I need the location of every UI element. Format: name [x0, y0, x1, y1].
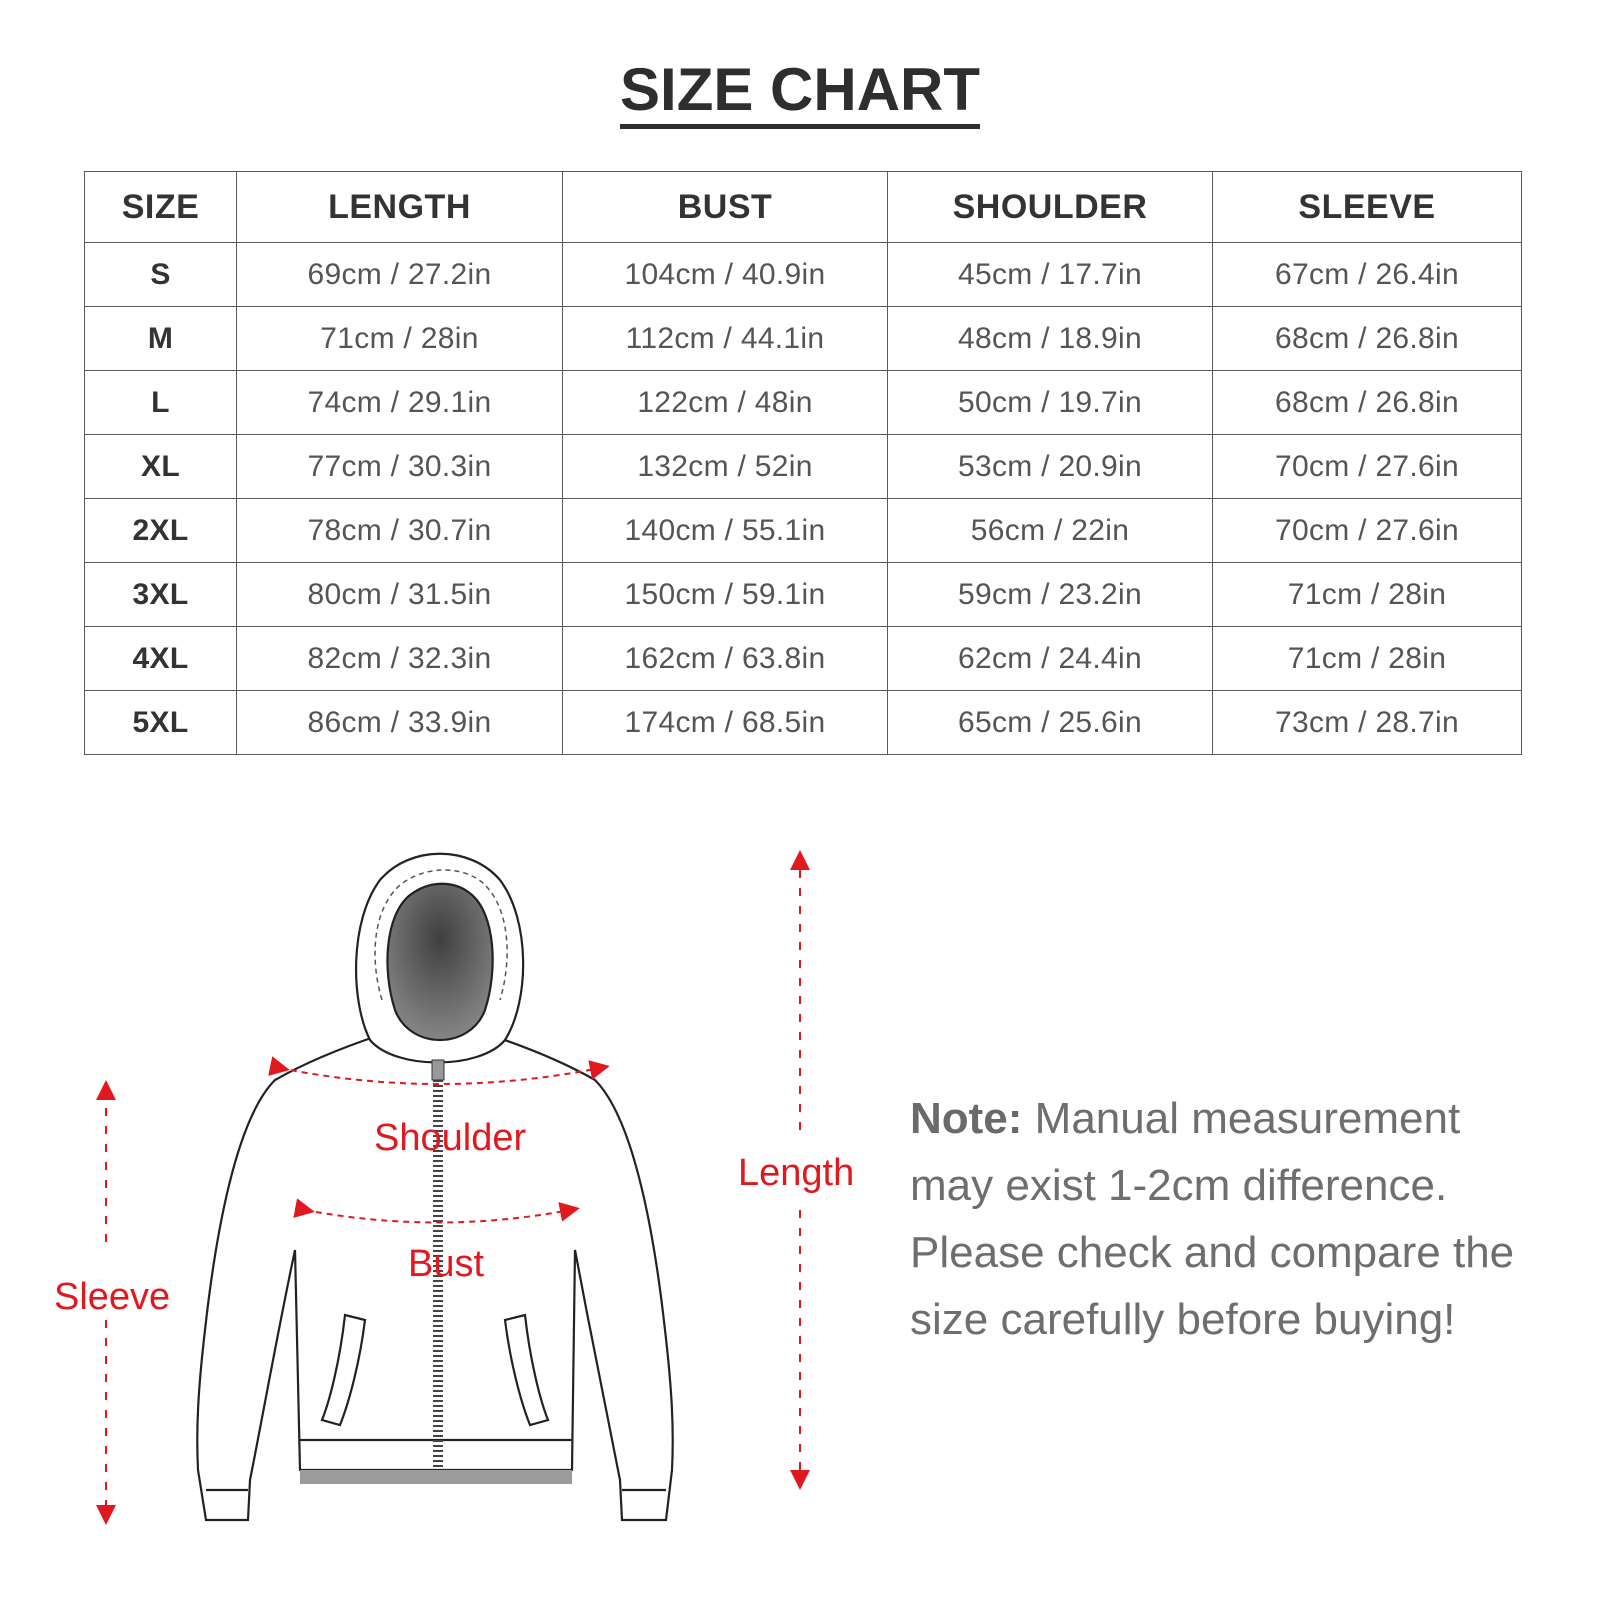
size-table	[84, 171, 1522, 755]
table-row	[85, 691, 1522, 755]
hem-shadow	[300, 1470, 572, 1484]
table-row	[85, 243, 1522, 307]
bust-cell: 140cm / 55.1in	[563, 499, 888, 563]
sleeve-cell: 71cm / 28in	[1213, 627, 1522, 691]
shoulder-cell: 56cm / 22in	[888, 499, 1213, 563]
bust-cell: 122cm / 48in	[563, 371, 888, 435]
shoulder-cell: 62cm / 24.4in	[888, 627, 1213, 691]
size-cell: M	[85, 307, 237, 371]
length-cell: 71cm / 28in	[237, 307, 563, 371]
bust-label: Bust	[408, 1243, 485, 1285]
length-cell: 77cm / 30.3in	[237, 435, 563, 499]
size-cell: 2XL	[85, 499, 237, 563]
shoulder-cell: 45cm / 17.7in	[888, 243, 1213, 307]
size-cell: L	[85, 371, 237, 435]
shoulder-cell: 65cm / 25.6in	[888, 691, 1213, 755]
bust-cell: 174cm / 68.5in	[563, 691, 888, 755]
note-block	[910, 1085, 1550, 1353]
table-row	[85, 435, 1522, 499]
sleeve-cell: 70cm / 27.6in	[1213, 435, 1522, 499]
sleeve-cell: 68cm / 26.8in	[1213, 307, 1522, 371]
note-text: Manual measurement may exist 1-2cm difference. Please check and compare the size carefully before buying!	[910, 1094, 1515, 1344]
size-cell: S	[85, 243, 237, 307]
chart-title: SIZE CHART	[620, 58, 980, 129]
length-cell: 69cm / 27.2in	[237, 243, 563, 307]
sleeve-arrow-bottom	[96, 1505, 116, 1525]
table-header-row	[85, 172, 1522, 243]
sleeve-cell: 68cm / 26.8in	[1213, 371, 1522, 435]
header-length: LENGTH	[237, 172, 563, 243]
shoulder-label: Shoulder	[374, 1117, 527, 1159]
length-cell: 80cm / 31.5in	[237, 563, 563, 627]
sleeve-arrow-top	[96, 1080, 116, 1100]
bust-cell: 104cm / 40.9in	[563, 243, 888, 307]
note-label: Note:	[910, 1094, 1023, 1143]
table-row	[85, 371, 1522, 435]
shoulder-cell: 53cm / 20.9in	[888, 435, 1213, 499]
bust-cell: 112cm / 44.1in	[563, 307, 888, 371]
length-cell: 78cm / 30.7in	[237, 499, 563, 563]
length-cell: 82cm / 32.3in	[237, 627, 563, 691]
header-size: SIZE	[85, 172, 237, 243]
header-sleeve: SLEEVE	[1213, 172, 1522, 243]
size-cell: XL	[85, 435, 237, 499]
zip-hoodie-icon	[0, 800, 900, 1600]
table-row	[85, 307, 1522, 371]
shoulder-cell: 59cm / 23.2in	[888, 563, 1213, 627]
length-cell: 74cm / 29.1in	[237, 371, 563, 435]
size-cell: 4XL	[85, 627, 237, 691]
table-row	[85, 627, 1522, 691]
header-bust: BUST	[563, 172, 888, 243]
header-shoulder: SHOULDER	[888, 172, 1213, 243]
size-cell: 3XL	[85, 563, 237, 627]
sleeve-label: Sleeve	[54, 1276, 171, 1318]
sleeve-cell: 67cm / 26.4in	[1213, 243, 1522, 307]
length-label: Length	[738, 1152, 855, 1194]
bust-cell: 150cm / 59.1in	[563, 563, 888, 627]
shoulder-cell: 50cm / 19.7in	[888, 371, 1213, 435]
size-cell: 5XL	[85, 691, 237, 755]
chart-title-wrap	[0, 58, 1600, 129]
bust-cell: 132cm / 52in	[563, 435, 888, 499]
table-row	[85, 499, 1522, 563]
table-row	[85, 563, 1522, 627]
bust-cell: 162cm / 63.8in	[563, 627, 888, 691]
shoulder-cell: 48cm / 18.9in	[888, 307, 1213, 371]
sleeve-cell: 71cm / 28in	[1213, 563, 1522, 627]
sleeve-cell: 73cm / 28.7in	[1213, 691, 1522, 755]
sleeve-cell: 70cm / 27.6in	[1213, 499, 1522, 563]
length-cell: 86cm / 33.9in	[237, 691, 563, 755]
